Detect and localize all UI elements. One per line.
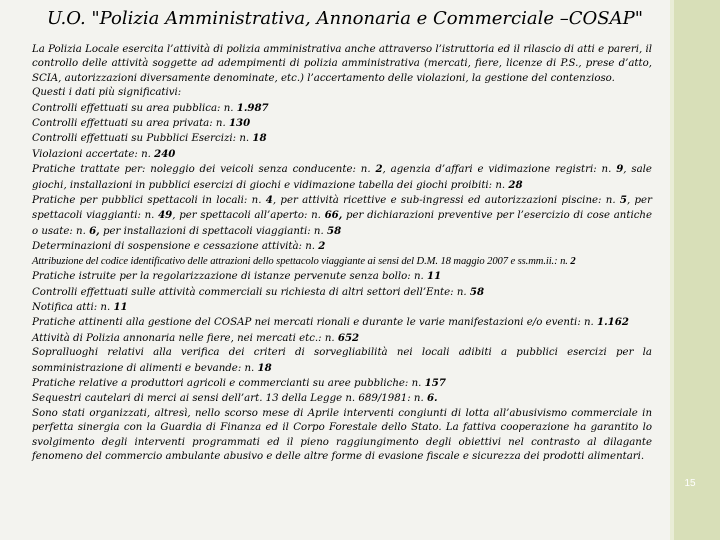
stat-label: Violazioni accertate: n. [32,148,151,160]
stat-label: , sale giochi, installazioni in pubblici esercizi di giochi e vidimazione tabella dei giochi proibiti: n. [32,164,652,191]
stat-seizures [32,391,652,406]
stat-label: Sequestri cautelari di merci ai sensi dell’art. 13 della Legge n. 689/1981: n. [32,393,424,405]
stat-label: Sopralluoghi relativi alla verifica dei criteri di sorvegliabilità nei locali adibiti a pubblici esercizi per la somministrazione di alimenti e bevande: n. [32,347,652,374]
stat-label: , per spettacoli all’aperto: n. [172,210,321,222]
stat-label: Pratiche istruite per la regolarizzazione di istanze pervenute senza bollo: n. [32,271,424,283]
stat-value: 2 [375,163,383,176]
stat-label: Attribuzione del codice identificativo delle attrazioni dello spettacolo viaggiante ai sensi del D.M. 18 maggio 2007 e ss.mm.ii.: n. [32,255,568,267]
stat-value: 18 [252,132,267,145]
stat-travelling-shows [32,255,652,269]
data-intro: Questi i dati più significativi: [32,87,182,99]
stat-label: Controlli effettuati sulle attività commerciali su richiesta di altri settori dell’Ente: n. [32,286,467,298]
stat-public-area [32,101,652,116]
slide-title: U.O. "Polizia Amministrativa, Annonaria e Commerciale –COSAP" [47,8,643,29]
stat-value: 49 [158,209,173,222]
stat-value: 6. [426,392,438,405]
stat-label: Pratiche attinenti alla gestione del COSAP nei mercati rionali e durante le varie manifestazioni e/o eventi: n. [32,317,594,329]
stat-value: 1.987 [236,101,269,114]
stat-value: 18 [257,361,272,374]
stat-value: 130 [228,117,251,130]
stat-violations [32,147,652,162]
stat-value: 157 [424,376,446,389]
page-number: 15 [684,478,696,489]
stat-commercial-checks [32,285,652,300]
stat-value: 1.162 [597,316,629,329]
stat-label: Controlli effettuati su area privata: n. [32,118,226,130]
stat-value: 652 [337,331,360,344]
stat-value: 11 [427,270,442,283]
stat-value: 6, [89,224,100,237]
stat-notices [32,300,652,315]
stat-suspensions [32,239,652,254]
stat-label: Pratiche trattate per: noleggio dei veicoli senza conducente: n. [32,164,371,176]
stat-label: Determinazioni di sospensione e cessazione attività: n. [32,241,316,253]
stat-value: 9 [616,163,624,176]
stat-value: 66, [324,209,343,222]
stat-label: per dichiarazioni preventive per l’esercizio di cose antiche o usate: n. [32,210,652,237]
stat-value: 4 [265,194,273,207]
stat-cosap [32,315,652,330]
stat-inspections [32,346,652,376]
side-bar [670,0,720,540]
stat-value: 240 [154,147,176,160]
stat-annonaria [32,331,652,346]
stat-label: , per attività ricettive e sub-ingressi ed autorizzazioni piscine: n. [272,195,616,207]
stat-private-area [32,116,652,131]
stat-label: Pratiche per pubblici spettacoli in locali: n. [32,195,262,207]
stat-value: 2 [318,240,326,253]
stat-label: per installazioni di spettacoli viaggianti: n. [99,225,324,237]
stat-value: 58 [326,224,342,237]
practices-paragraph [32,162,652,193]
stat-label: Pratiche relative a produttori agricoli e commercianti su aree pubbliche: n. [32,377,422,389]
stat-label: , per spettacoli viaggianti: n. [32,195,652,222]
stat-regularization [32,269,652,284]
stat-value: 58 [469,285,485,298]
side-bar-edge [670,0,674,540]
stat-label: Attività di Polizia annonaria nelle fiere, nei mercati etc.: n. [32,332,335,344]
stat-agricultural [32,376,652,391]
stat-label: Notifica atti: n. [32,301,111,313]
stat-label: , agenzia d’affari e vidimazione registri: n. [382,164,612,176]
intro-paragraph: La Polizia Locale esercita l’attività di polizia amministrativa anche attraverso l’istruttoria ed il rilascio di atti e pareri, il controllo delle attività soggette ad adempimenti di polizia amministrativa (mercati, fiere, licenze di P.S., prese d’atto, SCIA, autorizzazioni diversamente denominate, etc.) l’accertamento delle violazioni, la gestione del contenzioso. [32,44,652,84]
stat-value: 5 [619,194,627,207]
stat-value: 11 [113,300,128,313]
stat-public-venues [32,131,652,146]
stat-value: 28 [508,178,523,191]
stat-label: Controlli effettuati su area pubblica: n. [32,102,234,114]
stat-label: Controlli effettuati su Pubblici Esercizi: n. [32,133,250,145]
slide-content [32,43,652,464]
stat-value: 2 [570,255,576,267]
shows-paragraph [32,193,652,239]
closing-paragraph: Sono stati organizzati, altresì, nello scorso mese di Aprile interventi congiunti di lotta all’abusivismo commerciale in perfetta sinergia con la Guardia di Finanza ed il Corpo Forestale dello Stato. La fattiva cooperazione ha garantito lo svolgimento degli interventi programmati ed il pieno raggiungimento degli obiettivi nel contrasto al dilagante fenomeno del commercio ambulante abusivo e delle altre forme di evasione fiscale e sicurezza dei prodotti alimentari. [32,407,652,462]
